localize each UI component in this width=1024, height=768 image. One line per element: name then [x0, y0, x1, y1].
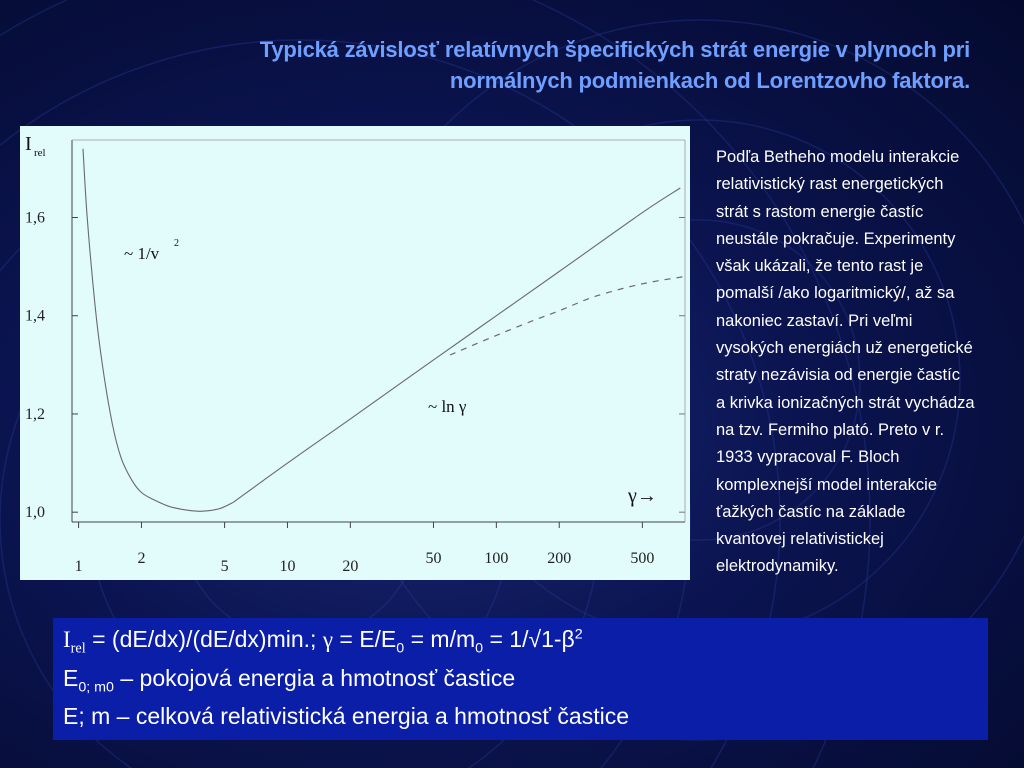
chart-panel	[20, 126, 690, 580]
formula-line-3: E; m – celková relativistická energia a hmotnosť častice	[63, 703, 629, 729]
formula-rest-energy: – pokojová energia a hmotnosť častice	[113, 665, 516, 691]
y-tick-label: 1,4	[25, 307, 45, 325]
side-text-line: komplexnejší model interakcie	[716, 475, 938, 494]
side-text-line: vysokých energiách už energetické	[716, 339, 973, 358]
annotation-ln-gamma: ~ ln γ	[428, 397, 467, 416]
formula-gamma: γ	[322, 627, 333, 652]
side-text-line: elektrodynamiky.	[716, 557, 839, 576]
formula-zero-sub-1: 0	[396, 640, 405, 657]
formula-square-sup: 2	[574, 626, 583, 643]
side-text-line: relativistický rast energetických	[716, 175, 944, 194]
formula-rel-sub: rel	[70, 640, 86, 657]
x-tick-label: 10	[279, 558, 296, 575]
y-tick-label: 1,6	[25, 209, 45, 227]
series-line-2	[450, 276, 685, 355]
side-text-line: kvantovej relativistickej	[716, 530, 884, 549]
side-text-line: pomalší /ako logaritmický/, až sa	[716, 284, 955, 303]
chart-svg	[20, 126, 690, 580]
x-tick-label: 200	[547, 550, 572, 567]
side-text-line: nakoniec zastaví. Pri veľmi	[716, 311, 913, 330]
formula-eq3: = m/m	[404, 626, 476, 652]
side-text-line: a krivka ionizačných strát vychádza	[716, 393, 975, 412]
annotation-exponent: 2	[174, 238, 179, 249]
side-text-line: neustále pokračuje. Experimenty	[716, 229, 956, 248]
slide-title-line-2: normálnych podmienkach od Lorentzovho faktora.	[449, 68, 970, 93]
formula-e0: E	[63, 665, 79, 691]
formula-i: I	[63, 627, 71, 652]
y-tick-label: 1,2	[25, 405, 45, 423]
x-tick-label: 50	[425, 550, 442, 567]
side-text-line: Podľa Betheho modelu interakcie	[716, 148, 960, 166]
formula-eq4: = 1/√1-β	[483, 626, 575, 652]
formula-line-2	[63, 665, 515, 696]
formula-eq1: = (dE/dx)/(dE/dx)min.;	[85, 626, 323, 652]
side-text-line: na tzv. Fermiho plató. Preto v r.	[716, 420, 945, 439]
y-axis-title: I	[25, 133, 32, 155]
series-line-1	[233, 188, 680, 502]
side-text	[716, 144, 1016, 581]
formula-eq2: = E/E	[332, 626, 397, 652]
y-tick-label: 1,0	[25, 504, 45, 522]
series-line-0	[83, 149, 233, 512]
x-tick-label: 100	[484, 550, 509, 567]
slide-title-line-1: Typická závislosť relatívnych špecifických strát energie v plynoch pri	[259, 37, 970, 62]
side-text-line: však ukázali, že tento rast je	[716, 257, 924, 276]
x-tick-label: 1	[74, 558, 83, 575]
side-text-line: straty nezávisia od energie častíc	[716, 366, 960, 385]
slide-title	[150, 34, 970, 96]
formula-box	[53, 618, 988, 740]
x-tick-label: 2	[137, 550, 146, 567]
x-tick-label: 5	[220, 558, 229, 575]
y-axis-title-sub: rel	[34, 147, 46, 159]
formula-line-1	[63, 626, 583, 658]
side-text-line: ťažkých častíc na základe	[716, 502, 906, 521]
annotation-inverse-v-squared: ~ 1/v	[124, 244, 160, 263]
x-axis-label: γ→	[628, 485, 657, 507]
x-tick-label: 20	[342, 558, 359, 575]
formula-e0-sub: 0; m0	[78, 679, 114, 696]
side-text-line: 1933 vypracoval F. Bloch	[716, 448, 900, 467]
x-tick-label: 500	[630, 550, 655, 567]
side-text-line: strát s rastom energie častíc	[716, 202, 924, 221]
formula-zero-sub-2: 0	[475, 640, 484, 657]
